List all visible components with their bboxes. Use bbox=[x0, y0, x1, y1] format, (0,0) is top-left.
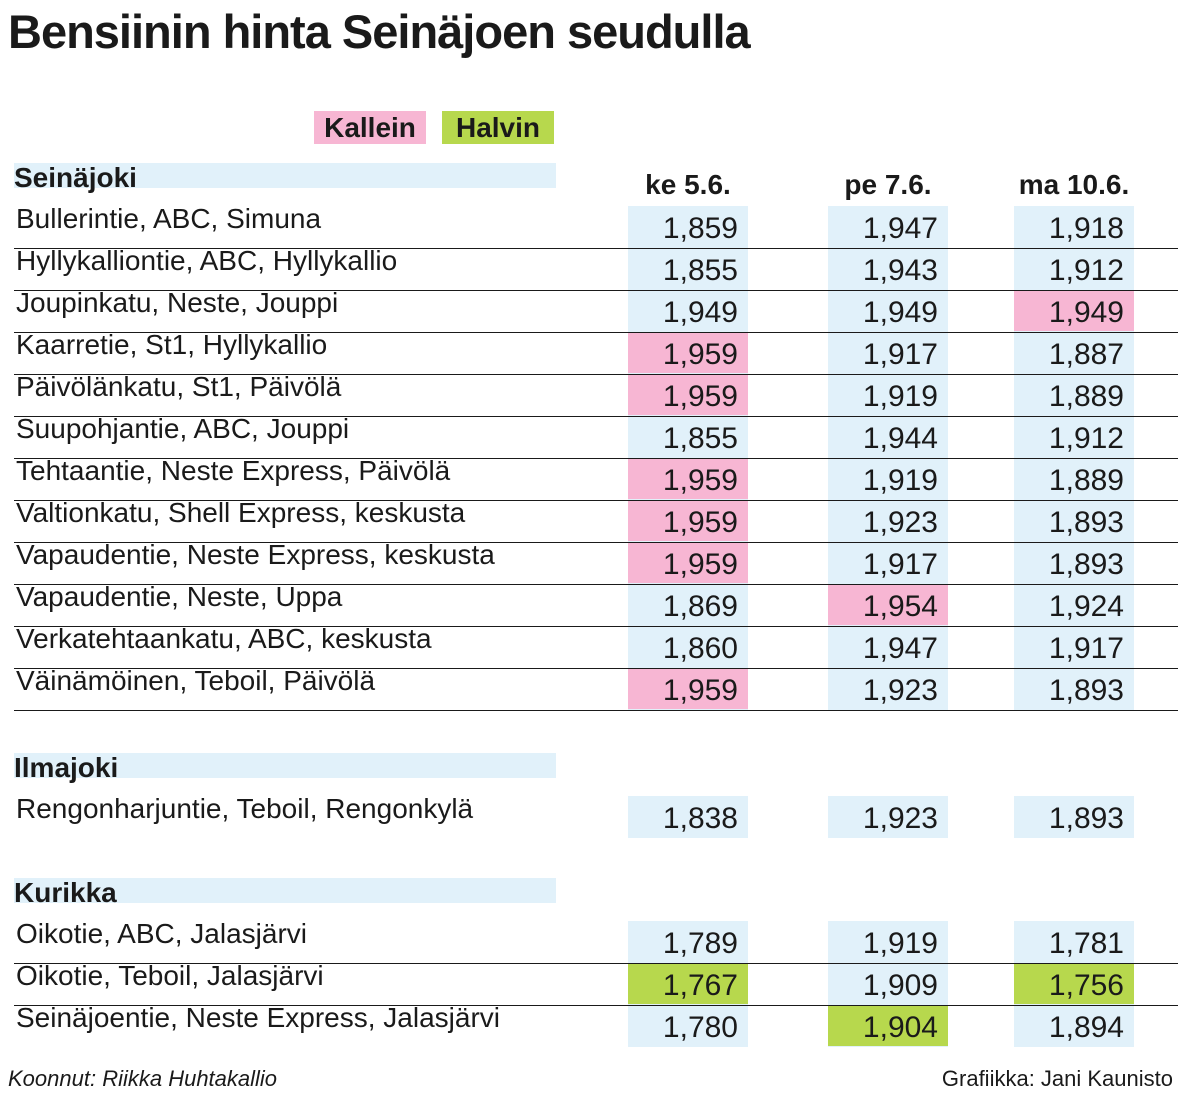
price-cell: 1,889 bbox=[1048, 464, 1124, 497]
station-name: Suupohjantie, ABC, Jouppi bbox=[16, 413, 350, 444]
station-name: Valtionkatu, Shell Express, keskusta bbox=[16, 497, 466, 528]
price-cell: 1,893 bbox=[1048, 802, 1124, 835]
price-cell: 1,893 bbox=[1048, 548, 1124, 581]
price-cell: 1,923 bbox=[862, 674, 938, 707]
column-header: ke 5.6. bbox=[645, 169, 731, 200]
price-cell: 1,912 bbox=[1048, 422, 1124, 455]
price-cell: 1,756 bbox=[1014, 964, 1134, 1004]
station-name: Rengonharjuntie, Teboil, Rengonkylä bbox=[16, 793, 474, 824]
price-cell: 1,912 bbox=[1048, 254, 1124, 287]
section-header: Seinäjoki bbox=[14, 163, 556, 188]
row-divider bbox=[14, 710, 1178, 711]
price-cell: 1,780 bbox=[662, 1011, 738, 1044]
price-cell: 1,959 bbox=[628, 669, 748, 709]
price-cell: 1,923 bbox=[862, 802, 938, 835]
price-cell: 1,949 bbox=[662, 296, 738, 329]
price-cell: 1,918 bbox=[1048, 212, 1124, 245]
station-name: Päivölänkatu, St1, Päivölä bbox=[16, 371, 342, 402]
price-cell: 1,947 bbox=[862, 212, 938, 245]
column-header: ma 10.6. bbox=[1018, 169, 1130, 200]
price-cell: 1,923 bbox=[862, 506, 938, 539]
price-cell: 1,838 bbox=[662, 802, 738, 835]
price-cell: 1,893 bbox=[1048, 674, 1124, 707]
station-name: Tehtaantie, Neste Express, Päivölä bbox=[16, 455, 451, 486]
price-cell: 1,887 bbox=[1048, 338, 1124, 371]
legend-high: Kallein bbox=[314, 111, 426, 144]
column-header: pe 7.6. bbox=[844, 169, 932, 200]
price-cell: 1,919 bbox=[862, 380, 938, 413]
price-cell: 1,954 bbox=[828, 585, 948, 625]
station-name: Väinämöinen, Teboil, Päivölä bbox=[16, 665, 376, 696]
price-cell: 1,917 bbox=[862, 548, 938, 581]
price-cell: 1,959 bbox=[628, 543, 748, 583]
price-cell: 1,919 bbox=[862, 927, 938, 960]
station-name: Oikotie, ABC, Jalasjärvi bbox=[16, 918, 307, 949]
footer-credit-graphics: Grafiikka: Jani Kaunisto bbox=[941, 1066, 1173, 1091]
price-cell: 1,869 bbox=[662, 590, 738, 623]
price-cell: 1,894 bbox=[1048, 1011, 1124, 1044]
price-cell: 1,889 bbox=[1048, 380, 1124, 413]
price-cell: 1,855 bbox=[662, 254, 738, 287]
station-name: Oikotie, Teboil, Jalasjärvi bbox=[16, 960, 324, 991]
price-cell: 1,959 bbox=[628, 375, 748, 415]
price-cell: 1,949 bbox=[1014, 291, 1134, 331]
price-cell: 1,924 bbox=[1048, 590, 1124, 623]
price-cell: 1,859 bbox=[662, 212, 738, 245]
price-cell: 1,959 bbox=[628, 333, 748, 373]
station-name: Hyllykalliontie, ABC, Hyllykallio bbox=[16, 245, 398, 276]
price-cell: 1,943 bbox=[862, 254, 938, 287]
section-header: Kurikka bbox=[14, 878, 556, 903]
section-header: Ilmajoki bbox=[14, 753, 556, 778]
station-name: Joupinkatu, Neste, Jouppi bbox=[16, 287, 339, 318]
price-cell: 1,909 bbox=[862, 969, 938, 1002]
price-cell: 1,949 bbox=[862, 296, 938, 329]
price-cell: 1,860 bbox=[662, 632, 738, 665]
legend-low: Halvin bbox=[442, 111, 554, 144]
price-cell: 1,781 bbox=[1048, 927, 1124, 960]
station-name: Verkatehtaankatu, ABC, keskusta bbox=[16, 623, 432, 654]
price-cell: 1,789 bbox=[662, 927, 738, 960]
price-cell: 1,917 bbox=[862, 338, 938, 371]
price-cell: 1,904 bbox=[828, 1006, 948, 1046]
price-cell: 1,959 bbox=[628, 501, 748, 541]
station-name: Kaarretie, St1, Hyllykallio bbox=[16, 329, 328, 360]
price-cell: 1,959 bbox=[628, 459, 748, 499]
price-cell: 1,919 bbox=[862, 464, 938, 497]
price-cell: 1,917 bbox=[1048, 632, 1124, 665]
station-name: Bullerintie, ABC, Simuna bbox=[16, 203, 322, 234]
price-cell: 1,855 bbox=[662, 422, 738, 455]
price-cell: 1,947 bbox=[862, 632, 938, 665]
station-name: Vapaudentie, Neste Express, keskusta bbox=[16, 539, 495, 570]
page-title: Bensiinin hinta Seinäjoen seudulla bbox=[8, 5, 750, 58]
price-cell: 1,944 bbox=[862, 422, 938, 455]
station-name: Vapaudentie, Neste, Uppa bbox=[16, 581, 343, 612]
price-cell: 1,767 bbox=[628, 964, 748, 1004]
price-cell: 1,893 bbox=[1048, 506, 1124, 539]
station-name: Seinäjoentie, Neste Express, Jalasjärvi bbox=[16, 1002, 501, 1033]
footer-credit-compiler: Koonnut: Riikka Huhtakallio bbox=[8, 1066, 278, 1091]
